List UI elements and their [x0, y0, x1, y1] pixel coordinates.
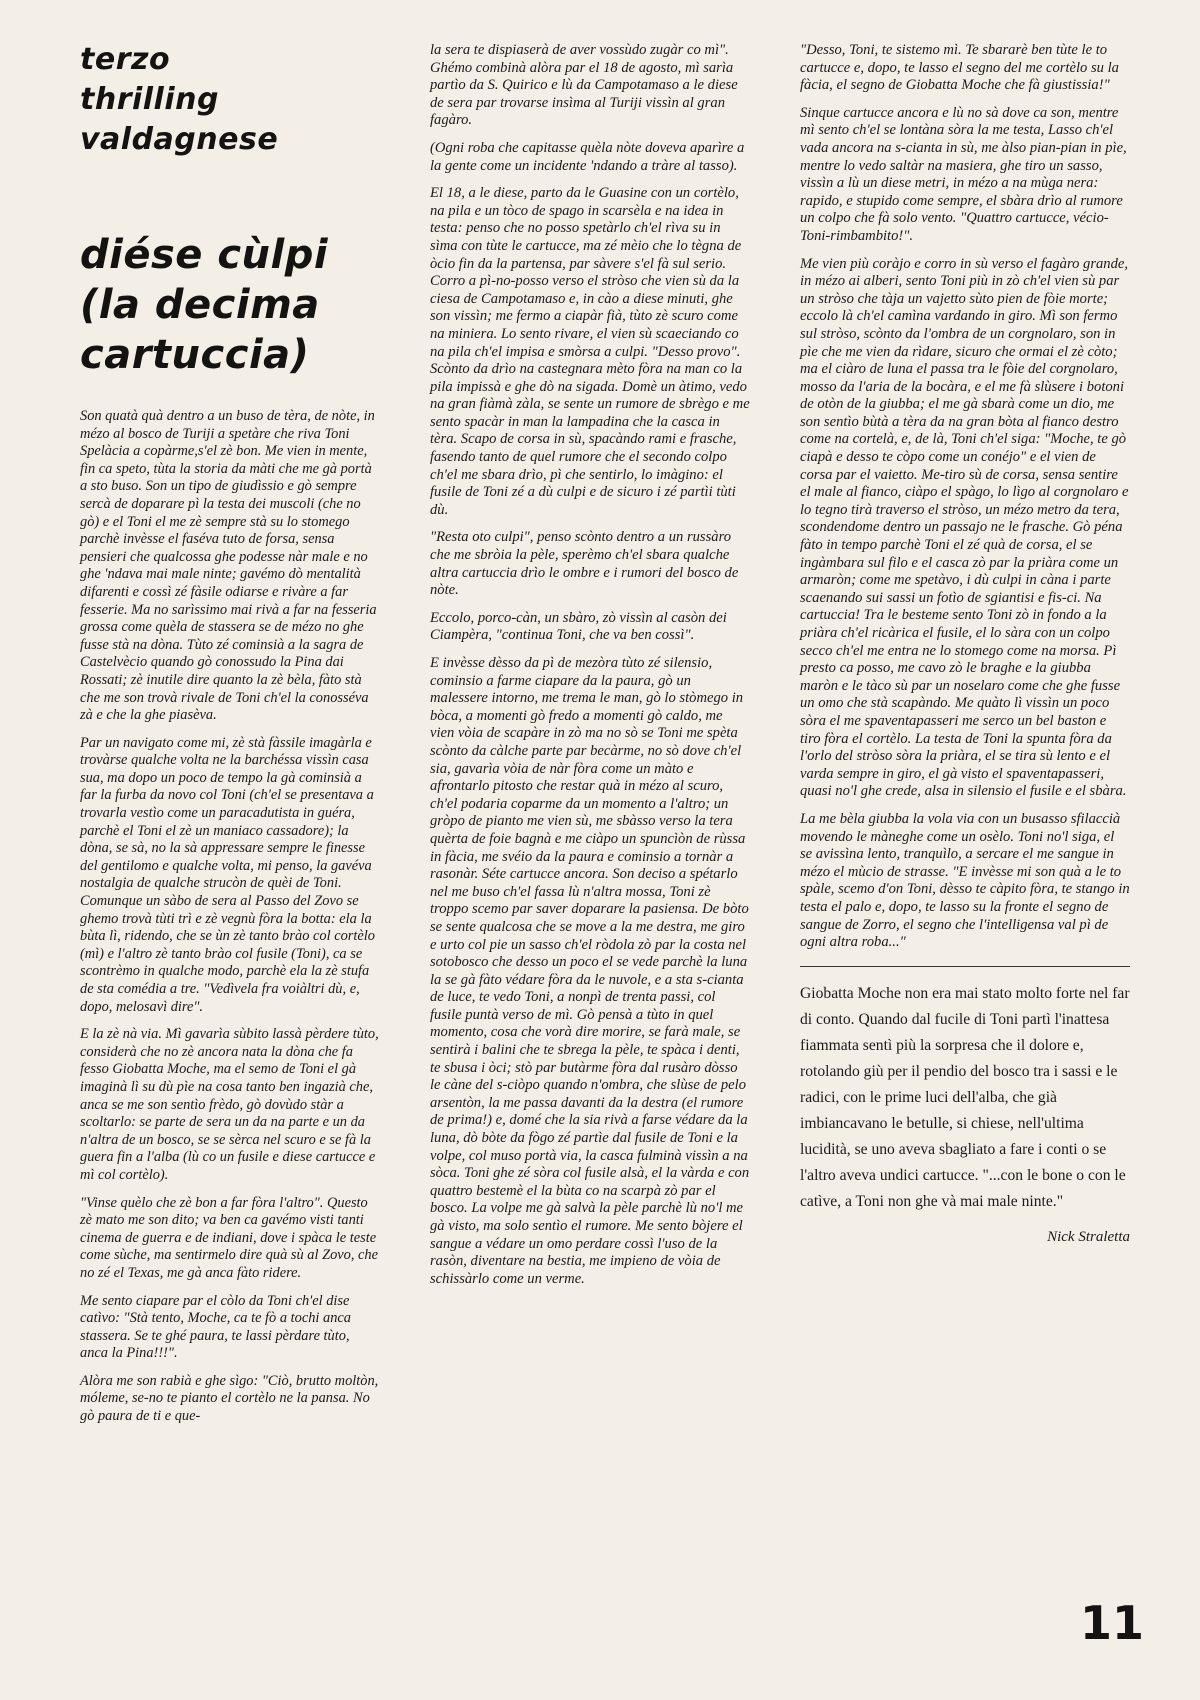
- paragraph: la sera te dispiaserà de aver vossùdo zugàr co mì". Ghémo combinà alòra par el 18 de agosto, mì sarìa partìo da S. Quirico e lù da Campotamaso a le diese de sera par trovarse insìma al Turiji vissìn al gran fagàro.: [430, 42, 738, 129]
- paragraph: Me vien più coràjo e corro in sù verso el fagàro grande, in mézo ai alberi, sento Toni più in zò ch'el vien sù par un stròso che tàja un vajetto sùto pien de fòie morte; eccolo là ch'el camìna vardando in giro. Mì son fermo sul stròso, scònto da l'ombra de un corgnolaro, son in pìe che me vien da rìdare, sicuro che ormai el zè còto; ma el ciàro de luna el passa tra le fòie del corgnolaro, mosso da l'aria de la bocàra, e el me fà slùsere i botoni de otòn de la giubba; el me gà sbarà come un dio, me son sentìo bùtà a tèra da na gran bòta al fianco destro come na cortelà, e, de là, Toni ch'el siga: "Moche, te gò ciapà e desso te còpo come un conéjo" e el vien de corsa par el vaietto. Me-tiro sù de corsa, sensa sentire el male al fianco, ciàpo el spàgo, lo lìgo al corgnolaro e lo tegno tirà traverso el stròso, un mézo metro da tera, scondendome dentro un passajo ne le frasche. Gò péna fàto in tempo parchè Toni el zé quà de corsa, el se ingàmbara sul filo e el casca zò par la priàra come un armaròn; come me spetàvo, i dù culpi in càna i parte scaenando sui sassi un fotìo de sgiantisi e fis-ci. Na cartuccia! Tra le besteme sento Toni zò in fondo a la priàra ch'el ricàrica el fusile, el lo sàra con un colpo secco ch'el me entra ne lo stomego come na morsa. Pì presto ca posso, me cavo zò le braghe e la giubba maròn e le tàco sù par un noselaro come che ghe fusse un omo che stà scapàndo. Me quàto lì vissìn un poco sòra el me spaventapasseri me serco un bel baston e tiro fòra el cortèlo. La testa de Toni la spunta fòra da l'orlo del stròso sòra la priàra, el se tira sù lento e el varda sempre in giro, el gà visto el spaventapasseri, quasi no'l ghe crede, alsa in silensio el fusile e el sbàra.: [800, 255, 1129, 800]
- paragraph: El 18, a le diese, parto da le Guasine con un cortèlo, na pila e un tòco de spago in scarsèla e na idea in testa: penso che no posso spetàrlo ch'el rìva su in sìma con tùte le cartucce, ma zé mèio che lo tègna de òcio fin da la partensa, par sàvere s'el fà sul serio. Corro a pì-no-posso verso el stròso che vien sù da la ciesa de Campotamaso e, in cào a diese minuti, ghe son vissìn; me fermo a ciapàr fià, tùto zè scuro come na miniera. Lo sento rivare, el vien sù scaeciando co na pila ch'el impisa e smòrsa a culpi. "Desso provo". Scònto da drìo na castegnara mèto fòra na man co la pila impissà e ghe dò na sigada. Domè un àtimo, vedo na gran fiàmà zàla, se sente un rumore de sbrègo e me sento spacàr in man la lampadina che la casca in tèra. Scapo de corsa in sù, spacàndo rami e frasche, fasendo tanto de quel rumore che el secondo colpo ch'el me sbara drìo, pì che sentirlo, lo imàgino: el fusile de Toni zé a dù culpi e de sicuro i zé partìi tùti dù.: [430, 185, 750, 518]
- article-title: [80, 230, 380, 380]
- paragraph: E la zè nà via. Mì gavarìa sùbito lassà pèrdere tùto, considerà che no zè ancora nata la dòna che fa fesso Giobatta Moche, ma el semo de Toni el gà imaginà lì su dù pìe na cosa tanto ben ingazià che, anca se me son sentìo frèdo, gò dovùdo stàr a scoltarlo: se parte de sera un da na parte e un da n'altra de un bosco, se se sèrca nel scuro e se fà la guera fin a l'alba (lù co un fusile e diese cartucce e mì col cortèlo).: [80, 1026, 379, 1183]
- paragraph: Sinque cartucce ancora e lù no sà dove ca son, mentre mì sento ch'el se lontàna sòra la me testa, Lasso ch'el vada ancora na s-cianta in sù, me àlso pian-pian in pìe, mentre lo vedo saltàr na masiera, ghe tiro un sasso, vissìn a lù un diese metri, in mézo a na mùga nera: rapido, e stupido come sempre, el sbàra drìo al rumore un colpo che fà solo vento. "Quattro cartucce, vécio-Toni-rimbambito!".: [800, 104, 1127, 244]
- kicker-line: valdagnese: [80, 122, 279, 157]
- paragraph: La me bèla giubba la vola via con un busasso sfilaccià movendo le màneghe come un osèlo. Toni no'l siga, el se avissìna lento, tranquìlo, a sercare el me sangue in mézo el mùcio de strasse. "E invèsse mi son quà a le to spàle, scemo d'on Toni, dèsso te càpito fòra, te stango in testa el palo e, dopo, te lasso su la fronte el segno de sangue de Zorro, el segno che l'intelligensa val pì de ogni altra roba...": [800, 810, 1130, 951]
- paragraph: Alòra me son rabià e ghe sìgo: "Ciò, brutto moltòn, móleme, se-no te pianto el cortèlo ne la pansa. No gò paura de ti e que-: [80, 1372, 379, 1425]
- column-1: [80, 40, 380, 1436]
- paragraph: (Ogni roba che capitasse quèla nòte doveva aparìre a la gente come un incidente 'ndando a tràre al tasso).: [430, 139, 745, 174]
- kicker-line: thrilling: [80, 82, 219, 117]
- author-signature: Nick Straletta: [1047, 1228, 1130, 1245]
- column-3: [800, 42, 1130, 1246]
- title-line: cartuccia): [80, 332, 310, 378]
- column-2: [430, 42, 750, 1298]
- kicker-line: terzo: [80, 42, 171, 77]
- paragraph: Son quatà quà dentro a un buso de tèra, de nòte, in mézo al bosco de Turiji a spetàre che riva Toni Spelàcia a copàrme,s'el zè bon. Me vien in mente, fin ca speto, tùta la storia da màti che me gà portà a sto buso. Son un tipo de giudìssio e gò sempre sercà de doparare pì la testa dei muscoli (che no gò) e el Toni el me zè sempre stà su lo stomego parchè invèsse el faséva tuto de forsa, sensa pensieri che qualcossa ghe podesse nàr male e no ghe 'ndava mai male ninte; gavémo dò mentalità difarenti e cossì zé fàsile odiarse e rivàre a far fesserie. Ma no sarìssimo mai rivà a far na fesseria grossa come quèla de stassera se de mézo no ghe fusse stà na dòna. Tùto zé cominsià a la sagra de Castelvècio quando gò conossudo la Pina dai Rossati; zè inutile dire quanto la zè bèla, fàto stà che me son trovà rivale de Toni ch'el la conosséva zà e che la ghe piasèva.: [80, 408, 377, 724]
- title-line: diése cùlpi: [80, 232, 329, 278]
- paragraph: Me sento ciapare par el còlo da Toni ch'el dise catìvo: "Stà tento, Moche, ca te fò a tochi anca stassera. Se te ghé paura, te lassi pèrdare tùto, anca la Pina!!!".: [80, 1292, 351, 1362]
- paragraph: E invèsse dèsso da pì de mezòra tùto zé silensio, cominsio a farme ciapare da la paura, gò un malessere intorno, me trema le man, gò lo stòmego in bòca, a momenti gò fredo a momenti gò caldo, me vien vòia de scapàre in zò ma no sò se Toni me spèta scònto da càlche parte par becàrme, no sò dove ch'el sia, gavarìa vòia de nàr fòra come un màto e afrontarlo pitosto che restar quà in mézo al scuro, ch'el podaria coparme da un momento a l'altro; un gròpo de pianto me vien sù, me sbàsso verso la tera quèrta de foie bagnà e me ciàpo un spuncìòn de rùssa in fàcia, me svéio da la paura e cominsio a tornàr a rasonàr. Séte cartucce ancora. Son deciso a spétarlo nel me buso ch'el fassa lù n'altra mossa, Toni zè troppo scemo par saver doparare la pasiensa. De bòto se sente qualcosa che se move a la me destra, me giro e urto col pie un sasso ch'el ròdola zò par la costa nel sotobosco che desso un poco el se vede parchè la luna la se gà fàto védare fòra da le nuvole, e a sta s-cianta de luce, te vedo Toni, a nonpì de trenta passi, col fusile puntà verso de mì. Gò pensà a tùto in quel momento, cosa che vorà dire morire, se farà male, se sentirà i balini che te sbrega la pèle, te spàca i denti, te sbusa i òci; stò par butàrme fòra dal rusàro dòsso le càne del s-ciòpo quando n'ombra, che slùse de pelo arsentòn, la me passa davanti da la destra (el rumore de prima!) e, domé che la sia rivà a farse védare da la luna, dò bòte da fògo zé partìe dal fusile de Toni e la volpe, col muso portà via, la casca fulminà vissìn a na sòca. Toni ghe zé sòra col fusile alsà, el la vàrda e con quattro bestemè el la bùta co na scarpà zò par el bosco. La volpe me gà salvà la pèle parchè lù no'l me gà visto, ma solo sentìo el rumore. Me sento bòjere el sangue a védare un omo perdare cossì l'uso de la rasòn, diventare na bestia, me impieno de vòia de schissàrlo come un verme.: [430, 655, 750, 1287]
- title-line: (la decima: [80, 282, 320, 328]
- paragraph: "Resta oto culpi", penso scònto dentro a un russàro che me sbròia la pèle, sperèmo ch'el sbara qualche altra cartuccia drìo le ombre e i rumori del bosco de nòte.: [430, 529, 739, 599]
- paragraph: "Vinse quèlo che zè bon a far fòra l'altro". Questo zè mato me son dito; va ben ca gavémo visti tanti cinema de guerra e de indiani, dove i spàca le teste come sùche, ma sentirmelo dire quà sù al Zovo, che no zé el Texas, me gà anca fàto ridere.: [80, 1194, 379, 1281]
- paragraph: Eccolo, porco-càn, un sbàro, zò vissìn al casòn dei Ciampèra, "continua Toni, che va ben cossì".: [430, 609, 727, 644]
- series-kicker: [80, 40, 380, 160]
- page-number: 11: [1079, 1596, 1144, 1650]
- paragraph: Par un navigato come mi, zè stà fàssile imagàrla e trovàrse qualche volta ne la barchéssa vissìn casa sua, ma dopo un poco de tempo la gà cominsià a far la furba da novo col Toni (ch'el se presentava a trovarla vestìo come un paracadutista in guéra, parchè el Toni el zè un maniaco cassadore); la dòna, se sà, no la sà appressare sempre le finesse del gentilomo e qualche volta, mi penso, la gavéva nostalgia de qualche strucòn de quèi de Toni. Comunque un sàbo de sera al Passo del Zovo se ghemo trovà tùti trì e zè vegnù fòra la botta: ela la bùta lì, ridendo, che se ùn zè tanto brào col cortèlo (mì) e l'altro zè tanto brào col fusile (Toni), ca se scontrèmo in qualche modo, parchè ela la zè stufa de sta comédia a tre. "Vedìvela fra voiàltri dù, e, dopo, melosavì dire".: [80, 734, 375, 1015]
- epilogue-text: Giobatta Moche non era mai stato molto forte nel far di conto. Quando dal fucile di Toni partì l'inattesa fiammata sentì più la sorpresa che il dolore e, rotolando giù per il pendio del bosco tra i sassi e le radici, con le prime luci dell'alba, che già imbiancavano le betulle, si chiese, nell'ultima lucidità, se uno aveva sbagliato a fare i conti o se l'altro aveva undici cartucce. "...con le bone o con le catìve, a Toni non ghe và mai male ninte.": [800, 984, 1130, 1210]
- section-divider: [800, 966, 1130, 967]
- paragraph: "Desso, Toni, te sistemo mì. Te sbararè ben tùte le to cartucce e, dopo, te lasso el segno del me cortèlo su la fàcia, el segno de Giobatta Moche che fà giustissia!": [800, 42, 1119, 94]
